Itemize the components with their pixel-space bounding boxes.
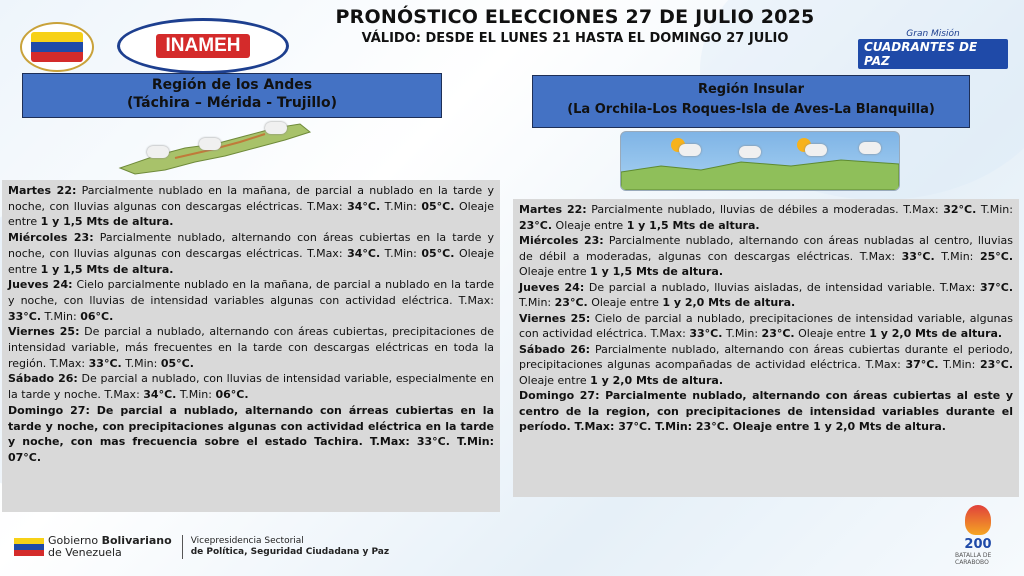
forecast-text: T.Min: bbox=[722, 327, 762, 340]
cloud-icon bbox=[265, 122, 287, 134]
tmin-value: 23°C. bbox=[554, 296, 588, 309]
government-name bbox=[48, 535, 172, 559]
insular-header-line1: Región Insular bbox=[697, 82, 805, 97]
andes-forecast-panel bbox=[2, 180, 500, 512]
forecast-text: Parcialmente nublado, lluvias de débiles a moderadas. T.Max: bbox=[586, 203, 944, 216]
day-label: Martes 22: bbox=[519, 203, 587, 216]
wave-value: 1 y 2,0 Mts de altura. bbox=[869, 327, 1003, 340]
tmax-value: 37°C. bbox=[979, 280, 1013, 294]
forecast-text: T.Min: bbox=[41, 309, 81, 323]
forecast-text: Oleaje entre bbox=[587, 296, 663, 309]
forecast-text: T.Min: bbox=[176, 388, 216, 402]
gov-line2: de Venezuela bbox=[48, 546, 122, 559]
forecast-text: T.Min: bbox=[380, 246, 422, 260]
wave-value: 1 y 1,5 Mts de altura. bbox=[590, 265, 723, 278]
forecast-text: Cielo parcialmente nublado en la mañana, de parcial a nublado en la tarde y noche, con lluvias de intensidad variables algunas con actividad eléctrica. T.Max: bbox=[8, 278, 494, 307]
wave-value: 1 y 1,5 Mts de altura. bbox=[626, 218, 760, 232]
forecast-entry bbox=[8, 277, 494, 324]
inameh-logo-text: INAMEH bbox=[156, 34, 251, 58]
cuadrantes-logo-small: Gran Misión bbox=[906, 29, 960, 39]
flame-icon bbox=[965, 505, 991, 535]
tmax-value: 34°C. bbox=[143, 388, 177, 402]
badge-number: 200 bbox=[964, 537, 992, 552]
forecast-text: Cielo de parcial a nublado, precipitaciones de intensidad variable, algunas con actividad eléctrica. T.Max: bbox=[519, 311, 1013, 340]
venezuela-flag-icon bbox=[31, 32, 83, 62]
forecast-text: Parcialmente nublado, alternando con áreas cubiertas en la tarde y noche, con lluvias algunas con descargas eléctricas. T.Max: bbox=[8, 231, 494, 260]
tmax-value: 33°C. bbox=[901, 249, 935, 263]
insular-header-line2: (La Orchila-Los Roques-Isla de Aves-La Blanquilla) bbox=[567, 102, 935, 117]
day-label: Miércoles 23: bbox=[8, 231, 94, 245]
day-label: Martes 22: bbox=[8, 184, 77, 197]
tmin-value: 25°C. bbox=[979, 249, 1013, 263]
cloud-icon bbox=[199, 138, 221, 150]
day-label: Viernes 25: bbox=[519, 311, 591, 325]
andes-region-header bbox=[22, 73, 442, 118]
cuadrantes-de-paz-logo bbox=[858, 28, 1008, 70]
tmax-value: 32°C. bbox=[943, 203, 977, 216]
footer-divider bbox=[182, 535, 183, 559]
tmin-value: 23°C. bbox=[979, 358, 1013, 371]
forecast-text: T.Min: bbox=[976, 203, 1013, 216]
forecast-text: T.Min: bbox=[934, 249, 980, 263]
tmin-value: 23°C. bbox=[519, 218, 553, 232]
forecast-text: Oleaje entre bbox=[552, 218, 627, 232]
tmax-value: 33°C. bbox=[689, 327, 723, 340]
forecast-entry bbox=[519, 280, 1013, 311]
forecast-text: Oleaje entre bbox=[519, 373, 591, 387]
tmin-value: 06°C. bbox=[215, 388, 249, 402]
wave-value: 1 y 2,0 Mts de altura. bbox=[662, 296, 796, 309]
andes-region-map bbox=[115, 118, 315, 176]
government-footer bbox=[14, 535, 389, 559]
forecast-entry bbox=[8, 371, 494, 402]
forecast-text: Oleaje entre bbox=[519, 265, 591, 278]
forecast-entry bbox=[519, 311, 1013, 342]
andes-header-line2: (Táchira – Mérida - Trujillo) bbox=[126, 95, 337, 111]
wave-value: 1 y 1,5 Mts de altura. bbox=[40, 262, 174, 276]
gov-line1-bold: Bolivariano bbox=[101, 534, 172, 547]
forecast-text: Oleaje entre bbox=[8, 246, 494, 276]
forecast-text: T.Min: bbox=[519, 296, 555, 309]
insular-region-header bbox=[532, 75, 970, 128]
gov-line1: Gobierno bbox=[48, 534, 102, 547]
forecast-text: Parcialmente nublado, alternando con áreas nubladas al centro, lluvias de débil a moderadas, algunas con descargas eléctricas. T.Max: bbox=[519, 234, 1013, 263]
forecast-text: De parcial a nublado, lluvias aisladas, de intensidad variable. T.Max: bbox=[584, 280, 980, 294]
page-title: PRONÓSTICO ELECCIONES 27 DE JULIO 2025 bbox=[335, 6, 815, 28]
tmin-value: 23°C. bbox=[761, 327, 795, 340]
forecast-text: Parcialmente nublado, alternando con áreas cubiertas durante el periodo, precipitaciones algunas acompañadas de actividad eléctrica. T.Max: bbox=[519, 342, 1014, 371]
cloud-icon bbox=[147, 146, 169, 158]
forecast-entry bbox=[8, 230, 494, 277]
cloud-icon bbox=[859, 142, 881, 154]
venezuela-flag-icon bbox=[14, 538, 44, 556]
forecast-entry bbox=[8, 324, 494, 371]
tmax-value: 33°C. bbox=[8, 309, 42, 323]
tmax-value: 34°C. bbox=[347, 199, 381, 213]
badge-subtext: BATALLA DE CARABOBO bbox=[955, 552, 992, 566]
page-subtitle: VÁLIDO: DESDE EL LUNES 21 HASTA EL DOMINGO 27 JULIO bbox=[361, 31, 789, 46]
day-label: Sábado 26: bbox=[519, 342, 591, 356]
andes-header-line1: Región de los Andes bbox=[151, 77, 313, 93]
day-label: Sábado 26: bbox=[8, 372, 78, 386]
day-label: Jueves 24: bbox=[519, 280, 585, 294]
forecast-entry bbox=[519, 342, 1013, 389]
tmax-value: 33°C. bbox=[88, 356, 122, 370]
vicepresidency-name bbox=[191, 536, 389, 558]
cloud-icon bbox=[739, 146, 761, 158]
tmax-value: 37°C. bbox=[905, 358, 939, 371]
insular-forecast-panel bbox=[513, 199, 1019, 497]
insular-region-map bbox=[620, 131, 900, 191]
forecast-entry bbox=[8, 183, 494, 230]
wave-value: 1 y 2,0 Mts de altura. bbox=[590, 373, 723, 387]
forecast-entry bbox=[519, 233, 1013, 280]
forecast-entry bbox=[519, 202, 1013, 233]
tmin-value: 06°C. bbox=[80, 309, 114, 323]
forecast-text: Oleaje entre bbox=[794, 327, 870, 340]
bicentenary-badge-logo bbox=[955, 498, 1001, 566]
tmin-value: 05°C. bbox=[421, 246, 455, 260]
forecast-text: De parcial a nublado, con lluvias de intensidad variable, especialmente en la tarde y noche. T.Max: bbox=[8, 372, 494, 402]
forecast-text: Oleaje entre bbox=[8, 199, 494, 229]
cuadrantes-logo-big: CUADRANTES DE PAZ bbox=[858, 39, 1008, 69]
forecast-text: De parcial a nublado, alternando con áreas cubiertas, precipitaciones de intensidad variable, más frecuentes en la tarde con descargas eléctricas en toda la región. T.Max: bbox=[8, 325, 494, 370]
forecast-entry-sunday: Domingo 27: Parcialmente nublado, alternando con áreas cubiertas al este y centro de la region, con precipitaciones de intensidad variables durante el período. T.Max: 37°C. T.Min: 23°C. Oleaje entre 1 y 2,0 Mts de altura. bbox=[519, 389, 1013, 433]
forecast-text: Parcialmente nublado en la mañana, de parcial a nublado en la tarde y noche, con lluvias algunas con descargas eléctricas. T.Max: bbox=[8, 184, 494, 213]
cloud-icon bbox=[679, 144, 701, 156]
cloud-icon bbox=[805, 144, 827, 156]
tmin-value: 05°C. bbox=[160, 356, 194, 370]
day-label: Miércoles 23: bbox=[519, 234, 604, 247]
day-label: Viernes 25: bbox=[8, 325, 80, 339]
tmin-value: 05°C. bbox=[421, 199, 455, 213]
vice-line1: Vicepresidencia Sectorial bbox=[190, 536, 304, 546]
forecast-text: T.Min: bbox=[938, 358, 980, 371]
forecast-text: T.Min: bbox=[121, 356, 161, 370]
day-label: Jueves 24: bbox=[8, 278, 73, 292]
forecast-text: T.Min: bbox=[380, 199, 422, 213]
wave-value: 1 y 1,5 Mts de altura. bbox=[40, 215, 174, 229]
forecast-entry-sunday: Domingo 27: De parcial a nublado, alternando con árreas cubiertas en la tarde y noche, con precipitaciones algunas con actividad eléctrica en la tarde y noche, con mas frecuencia sobre el estado Tachira. T.Max: 33°C. T.Min: 07°C. bbox=[8, 403, 494, 464]
vice-line2: de Política, Seguridad Ciudadana y Paz bbox=[190, 547, 390, 557]
government-emblem-logo bbox=[20, 22, 94, 72]
tmax-value: 34°C. bbox=[347, 246, 381, 260]
